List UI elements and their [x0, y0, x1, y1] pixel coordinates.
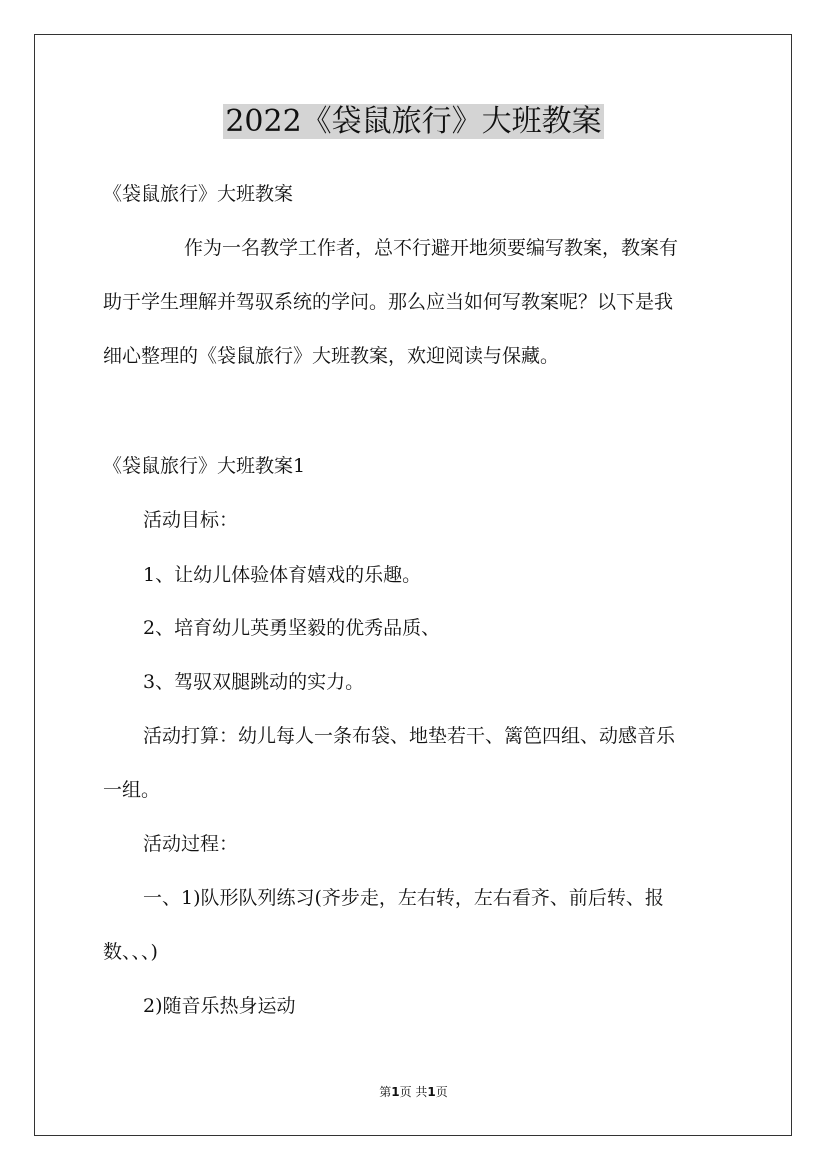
- intro-line-3: 细心整理的《袋鼠旅行》大班教案，欢迎阅读与保藏。: [103, 345, 560, 367]
- document-subtitle: 《袋鼠旅行》大班教案: [103, 183, 294, 205]
- goal-item-1: 1、让幼儿体验体育嬉戏的乐趣。: [143, 564, 422, 586]
- process-line-2: 数、、、): [103, 941, 158, 963]
- page-footer: [0, 1083, 827, 1101]
- footer-total-suffix: 页: [435, 1085, 448, 1099]
- footer-page-number: 1: [391, 1085, 400, 1099]
- footer-page-prefix: 第: [379, 1085, 392, 1099]
- footer-total-number: 1: [427, 1085, 436, 1099]
- process-label: 活动过程：: [143, 833, 239, 855]
- footer-total-prefix: 共: [415, 1085, 428, 1099]
- intro-line-1: 作为一名教学工作者，总不行避开地须要编写教案，教案有: [184, 237, 679, 259]
- process-line-3: 2)随音乐热身运动: [143, 995, 296, 1017]
- section-heading: 《袋鼠旅行》大班教案1: [103, 455, 306, 477]
- document-title: 2022《袋鼠旅行》大班教案: [225, 104, 602, 139]
- footer-page-suffix: 页: [399, 1085, 412, 1099]
- process-line-1: 一、1)队形队列练习(齐步走，左右转，左右看齐、前后转、报: [143, 887, 664, 909]
- goal-item-2: 2、培育幼儿英勇坚毅的优秀品质、: [143, 617, 441, 639]
- prep-line-2: 一组。: [103, 779, 161, 801]
- prep-line-1: 活动打算：幼儿每人一条布袋、地垫若干、篱笆四组、动感音乐: [143, 725, 676, 747]
- intro-line-2: 助于学生理解并驾驭系统的学问。那么应当如何写教案呢？以下是我: [103, 291, 674, 313]
- goal-item-3: 3、驾驭双腿跳动的实力。: [143, 671, 365, 693]
- goals-label: 活动目标：: [143, 509, 239, 531]
